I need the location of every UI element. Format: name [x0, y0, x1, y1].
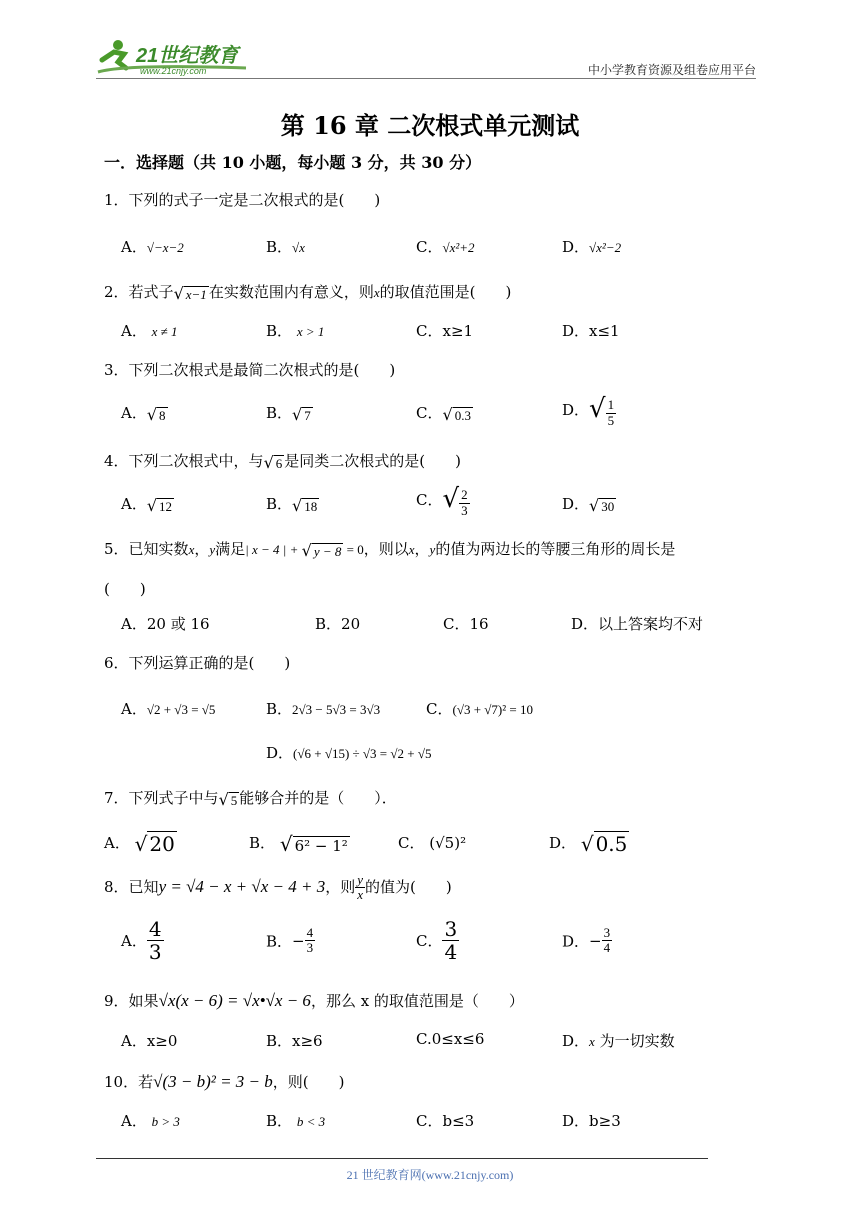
question-text: 满足	[215, 540, 246, 558]
option-label: C．	[416, 238, 443, 256]
logo	[96, 38, 256, 78]
question-text: 下列式子中与	[128, 789, 219, 807]
platform-name: 中小学教育资源及组卷应用平台	[587, 63, 756, 77]
q4-option-b[interactable]: B．√ 18	[266, 495, 318, 515]
option-expr: √x²+2	[442, 240, 475, 255]
q1-option-d[interactable]	[562, 236, 621, 257]
page-title: 第 16 章 二次根式单元测试	[280, 111, 580, 140]
fraction: $\frac{2}{3}$	[461, 487, 468, 518]
header-divider	[96, 78, 756, 79]
question-1	[104, 189, 380, 210]
question-number: 1．	[104, 191, 129, 209]
q3-option-b[interactable]: B．√ 7	[266, 404, 311, 424]
option-label: B．	[266, 495, 293, 513]
q4-option-a[interactable]: A．√ 12	[121, 495, 173, 515]
option-label: D．	[562, 932, 590, 951]
option-expr: √x²−2	[589, 240, 622, 255]
q7-option-a[interactable]: A． √ 20	[104, 832, 175, 856]
question-text: 已知实数	[128, 540, 189, 558]
question-text: ，那么 x 的取值范围是（ ）	[310, 992, 524, 1010]
option-expr: √2 + √3 = √5	[146, 702, 216, 717]
q9-option-b[interactable]: B．x≥6	[266, 1032, 323, 1050]
q8-option-d[interactable]: D．− $\frac{3}{4}$	[562, 925, 611, 956]
question-5: 5．已知实数x，y满足| x − 4 | + √ y − 8 = 0，则以x，y的值为两边长的等腰三角形的周长是	[104, 540, 676, 560]
question-10: 10．若√(3 − b)² = 3 − b，则( )	[104, 1072, 345, 1091]
option-label: D．	[562, 1032, 590, 1050]
option-label: A．	[121, 700, 147, 718]
option-label: B．	[249, 834, 276, 852]
q8-option-a[interactable]	[121, 918, 164, 963]
q7-option-c[interactable]	[398, 832, 466, 853]
question-text: 若式子	[128, 283, 174, 301]
question-number: 5．	[104, 540, 129, 558]
question-number: 2．	[104, 283, 129, 301]
q7-option-b[interactable]: B． √ 6² − 1²	[249, 832, 348, 856]
question-text: ，则	[325, 877, 356, 896]
q3-option-c[interactable]: C．√ 0.3	[416, 404, 471, 424]
option-expr: 6² − 1²	[294, 837, 348, 855]
question-text: 是同类二次根式的是( )	[284, 452, 461, 470]
radical: √ 6	[263, 452, 283, 472]
logo-runner-icon	[96, 38, 256, 78]
option-label: D．	[562, 238, 590, 256]
option-expr: x≤1	[589, 322, 620, 340]
q10-option-b[interactable]	[266, 1110, 325, 1131]
option-expr: √−x−2	[146, 240, 184, 255]
question-number: 3．	[104, 361, 129, 379]
fraction: $\frac{1}{5}$	[607, 397, 615, 428]
option-label: B．	[266, 1112, 293, 1130]
question-2	[104, 281, 511, 303]
q3-option-d[interactable]: D．√ $\frac{1}{5}$	[562, 394, 615, 428]
question-5-line2: ( )	[104, 580, 146, 598]
question-3	[104, 359, 395, 380]
q2-option-d[interactable]	[562, 320, 620, 341]
option-expr: 8	[159, 407, 166, 423]
q5-option-c[interactable]: C．16	[443, 615, 489, 633]
q8-option-b[interactable]: B．− $\frac{4}{3}$	[266, 925, 314, 956]
option-expr: 0.5	[595, 832, 628, 856]
radical: √ x−1	[173, 283, 207, 303]
question-7: 7．下列式子中与√ 5 能够合并的是（ ）．	[104, 789, 397, 809]
section-heading: 一．选择题（共 10 小题，每小题 3 分，共 30 分）	[104, 153, 482, 172]
option-label: B．	[266, 700, 293, 718]
option-expr: 18	[304, 498, 318, 514]
question-text: 下列运算正确的是( )	[128, 654, 291, 672]
fraction: $\frac{3}{4}$	[603, 925, 611, 956]
variable: x	[373, 285, 380, 300]
question-text: 下列的式子一定是二次根式的是( )	[128, 191, 381, 209]
q9-option-c[interactable]: C.0≤x≤6	[416, 1030, 485, 1048]
question-text: 如果	[128, 992, 159, 1010]
option-label: D．	[266, 744, 294, 762]
option-label: C．	[416, 404, 443, 422]
q9-option-d[interactable]: D．x 为一切实数	[562, 1032, 675, 1050]
logo-url: www.21cnjy.com	[140, 66, 207, 76]
option-expr: 20	[149, 832, 175, 856]
q5-option-a[interactable]: A．20 或 16	[121, 615, 210, 633]
question-9: 9．如果√x(x − 6) = √x•√x − 6，那么 x 的取值范围是（ ）	[104, 991, 524, 1010]
q10-option-a[interactable]	[121, 1110, 180, 1131]
option-label: D．	[562, 400, 590, 419]
footer-divider	[96, 1158, 708, 1159]
question-text: 的值为( )	[365, 877, 452, 896]
option-expr: b > 3	[151, 1114, 180, 1129]
option-expr: (√3 + √7)² = 10	[452, 702, 533, 717]
option-label: D．	[562, 495, 590, 513]
option-label: C．	[416, 490, 443, 509]
footer-link[interactable]: 21 世纪教育网(www.21cnjy.com)	[346, 1168, 514, 1182]
option-label: B．	[266, 322, 293, 340]
q5-option-b[interactable]: B．20	[315, 615, 361, 633]
question-6	[104, 652, 290, 673]
question-number: 6．	[104, 654, 129, 672]
option-expr: x≥1	[442, 322, 474, 340]
option-label: A．	[121, 495, 147, 513]
q6-option-d[interactable]	[266, 742, 432, 763]
q7-option-d[interactable]: D． √ 0.5	[549, 832, 628, 856]
q8-option-c[interactable]	[416, 918, 459, 963]
option-expr: 30	[601, 498, 615, 514]
option-label: A．	[121, 1112, 147, 1130]
option-label: A．	[121, 322, 147, 340]
option-expr: 0.3	[454, 407, 471, 423]
q2-option-a[interactable]	[121, 320, 178, 341]
option-expr: 为一切实数	[599, 1032, 675, 1050]
option-expr: (√6 + √15) ÷ √3 = √2 + √5	[293, 746, 432, 761]
option-label: C．	[416, 932, 443, 950]
fraction: $\frac{3}{4}$	[444, 917, 458, 964]
q10-option-d[interactable]: D．b≥3	[562, 1112, 621, 1130]
option-label: D．	[562, 322, 590, 340]
q1-option-b[interactable]	[266, 236, 305, 257]
q2-option-c[interactable]	[416, 320, 473, 341]
q1-option-a[interactable]	[121, 236, 184, 257]
option-label: B．	[266, 404, 293, 422]
question-text: ，则以	[363, 540, 409, 558]
question-8: 8．已知y = √4 − x + √x − 4 + 3，则 $\frac{y}{x}$ 的值为( )	[104, 872, 452, 903]
question-text: 已知	[128, 877, 159, 896]
question-text: 在实数范围内有意义，则	[208, 283, 374, 301]
option-expr: x > 1	[296, 324, 325, 339]
q3-option-a[interactable]: A．√ 8	[121, 404, 166, 424]
q1-option-c[interactable]	[416, 236, 475, 257]
option-label: A．	[121, 238, 147, 256]
option-expr: (√5)²	[429, 834, 467, 852]
q5-option-d[interactable]: D．以上答案均不对	[571, 615, 704, 633]
q6-option-c[interactable]	[426, 698, 533, 719]
option-expr: 2√3 − 5√3 = 3√3	[292, 702, 381, 717]
fraction: $\frac{4}{3}$	[148, 917, 162, 964]
option-label: A．	[121, 404, 147, 422]
question-number: 8．	[104, 877, 129, 896]
question-text: 下列二次根式是最简二次根式的是( )	[128, 361, 396, 379]
question-number: 10．	[104, 1073, 139, 1091]
option-expr: √x	[292, 240, 305, 255]
q4-option-d[interactable]: D．√ 30	[562, 495, 615, 515]
fraction: $\frac{4}{3}$	[306, 925, 314, 956]
q10-option-c[interactable]: C．b≤3	[416, 1112, 475, 1130]
option-label: D．	[549, 834, 577, 852]
option-expr: 7	[304, 407, 311, 423]
fraction: $\frac{y}{x}$	[357, 872, 364, 903]
question-text: 的值为两边长的等腰三角形的周长是	[435, 540, 676, 558]
q6-option-b[interactable]	[266, 698, 380, 719]
option-label: A．	[104, 834, 130, 852]
q9-option-a[interactable]: A．x≥0	[121, 1032, 178, 1050]
option-expr: x ≠ 1	[151, 324, 178, 339]
question-number: 7．	[104, 789, 129, 807]
option-label: C．	[426, 700, 453, 718]
question-number: 9．	[104, 992, 129, 1010]
option-label: C．	[398, 834, 425, 852]
question-number: 4．	[104, 452, 129, 470]
option-label: B．	[266, 238, 293, 256]
option-expr: 12	[159, 498, 173, 514]
q2-option-b[interactable]	[266, 320, 324, 341]
question-4	[104, 450, 461, 472]
question-text: 的取值范围是( )	[379, 283, 512, 301]
question-text: 下列二次根式中，与	[128, 452, 264, 470]
logo-text: 21世纪教育	[136, 45, 239, 67]
question-text: 若	[138, 1073, 154, 1091]
question-text: 能够合并的是（ ）．	[239, 789, 397, 807]
option-expr: b < 3	[296, 1114, 326, 1129]
question-text: ，则( )	[272, 1073, 345, 1091]
option-label: C．	[416, 322, 443, 340]
option-label: A．	[121, 932, 147, 950]
option-label: B．	[266, 932, 293, 951]
q4-option-c[interactable]: C．√ $\frac{2}{3}$	[416, 484, 468, 518]
q6-option-a[interactable]	[121, 698, 215, 719]
